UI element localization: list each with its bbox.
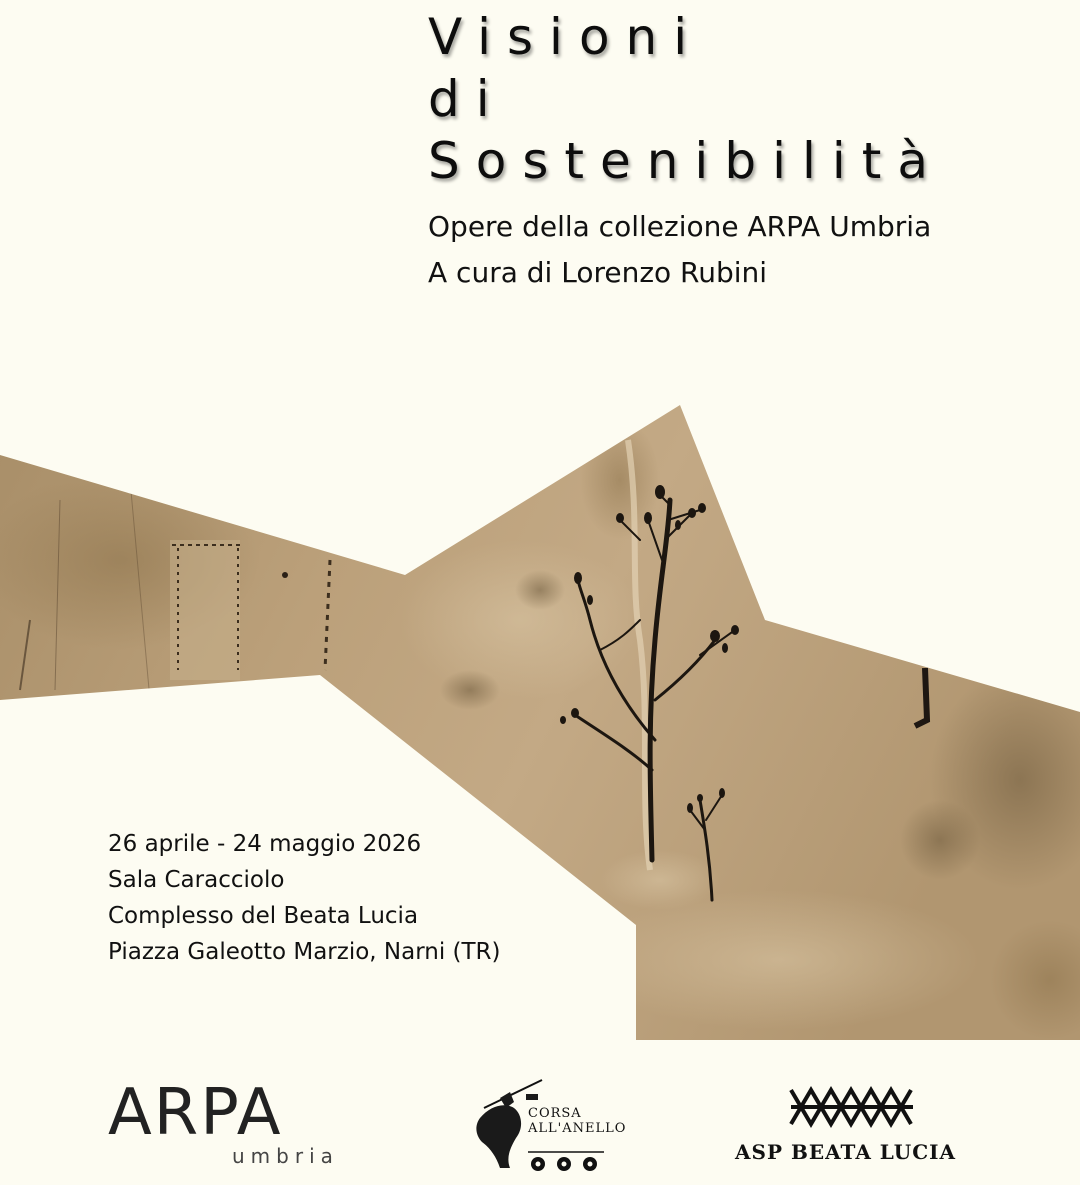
event-dates: 26 aprile - 24 maggio 2026 [108,831,422,857]
arpa-umbria-logo [108,1078,338,1168]
arpa-logo-sub: umbria [232,1144,339,1168]
asp-logo-text: ASP BEATA LUCIA [735,1140,957,1164]
arpa-logo-word: ARPA [108,1076,283,1150]
event-address: Piazza Galeotto Marzio, Narni (TR) [108,939,501,965]
corsa-logo-text [528,1106,626,1136]
collection-line: Opere della collezione ARPA Umbria [428,210,932,243]
title-line-1: Visioni [428,8,704,66]
sponsor-logos [0,1060,1080,1185]
curator-line: A cura di Lorenzo Rubini [428,256,768,289]
corsa-line-1: CORSA [528,1106,582,1121]
asp-beata-lucia-logo [735,1084,975,1174]
title-line-2: di [428,70,506,128]
event-room: Sala Caracciolo [108,867,285,893]
exhibition-title [428,6,1068,192]
subtitle-block [428,204,931,296]
event-info [108,826,501,970]
event-building: Complesso del Beata Lucia [108,903,419,929]
corsa-all-anello-logo [470,1078,627,1174]
title-line-3: Sostenibilità [428,132,944,190]
asp-emblem-icon [787,1084,917,1130]
corsa-line-2: ALL'ANELLO [528,1121,627,1136]
